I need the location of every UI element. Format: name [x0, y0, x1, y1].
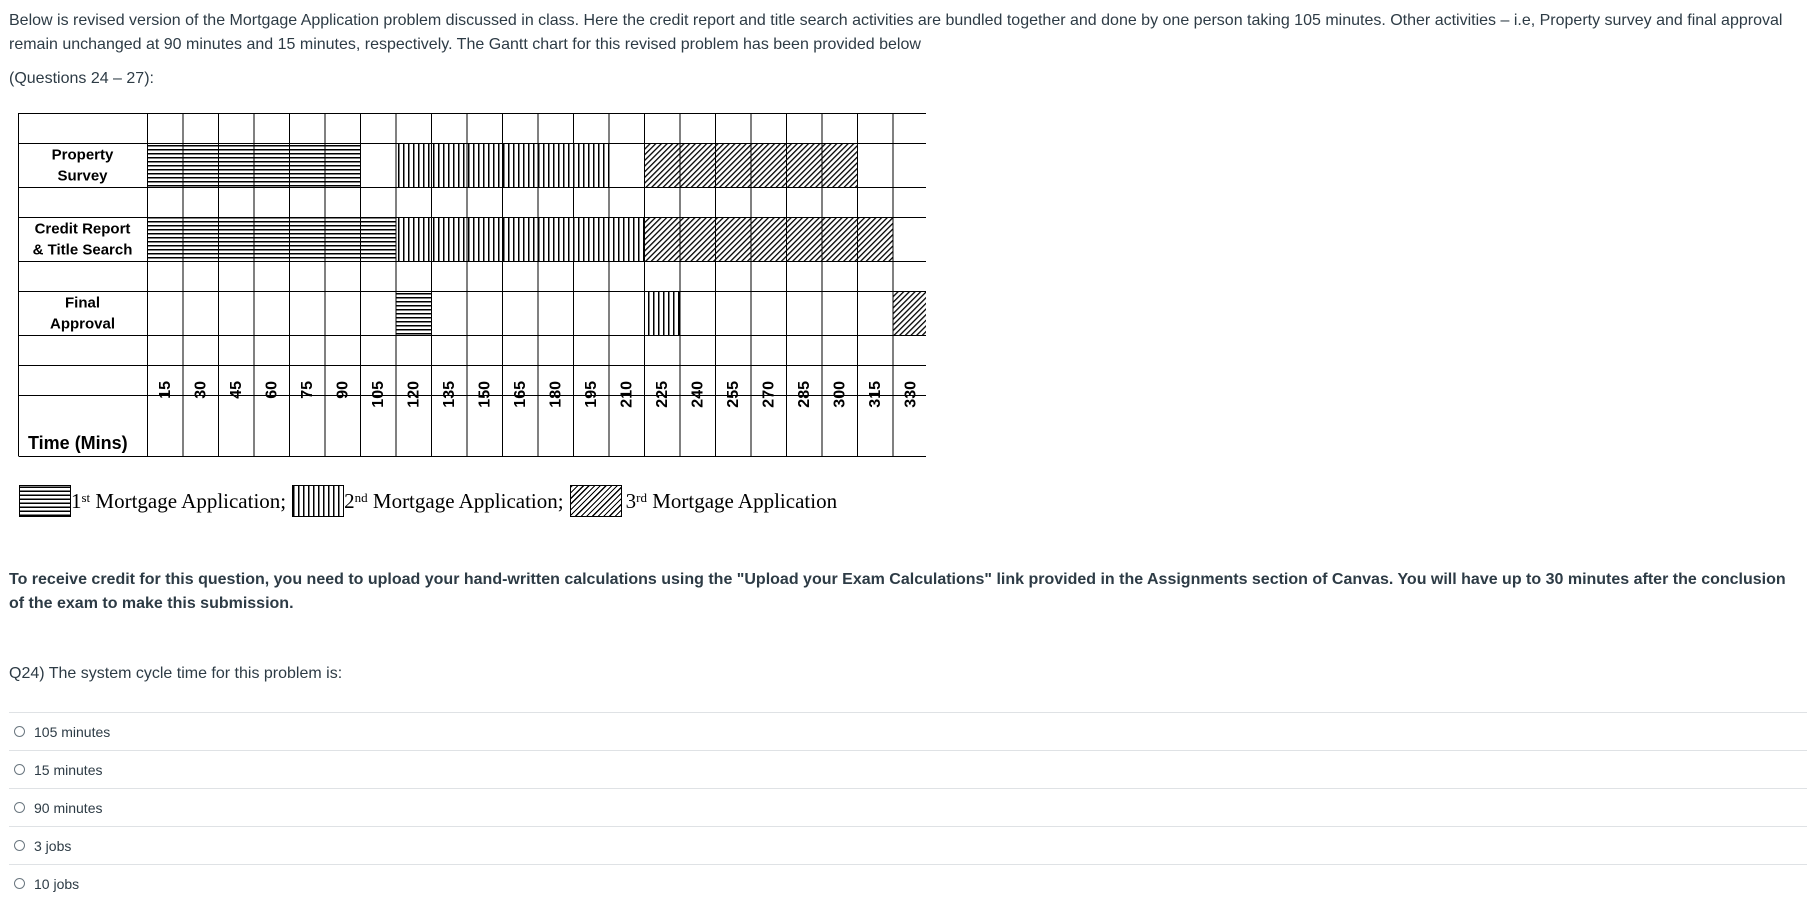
radio-button[interactable] — [14, 802, 25, 813]
gantt-bar-app1 — [396, 291, 432, 335]
row-label: Property — [51, 146, 114, 164]
time-tick-label: 15 — [156, 381, 174, 399]
gantt-bar-app3 — [644, 217, 893, 261]
time-tick-label: 330 — [902, 381, 920, 408]
time-tick-label: 285 — [795, 381, 813, 408]
answer-label: 10 jobs — [34, 875, 80, 892]
time-tick-label: 255 — [724, 381, 742, 408]
time-tick-label: 30 — [192, 381, 210, 399]
answer-label: 90 minutes — [34, 799, 103, 816]
legend-swatch-vertical-hatch — [292, 485, 344, 517]
chart-legend — [19, 481, 837, 521]
radio-button[interactable] — [14, 878, 25, 889]
x-axis-label: Time (Mins) — [28, 433, 128, 453]
row-label: Final — [64, 294, 101, 312]
time-tick-label: 180 — [547, 381, 565, 408]
time-tick-label: 240 — [689, 381, 707, 408]
radio-button[interactable] — [14, 726, 25, 737]
legend-item-2: 2nd Mortgage Application; — [344, 488, 564, 513]
answer-label: 15 minutes — [34, 761, 103, 778]
row-label: & Title Search — [32, 241, 133, 259]
legend-swatch-horizontal-hatch — [19, 485, 71, 517]
gantt-bar-app1 — [147, 217, 396, 261]
question-range-label: (Questions 24 – 27): — [9, 70, 154, 87]
time-tick-label: 270 — [760, 381, 778, 408]
legend-item-1: 1st Mortgage Application; — [71, 488, 287, 513]
time-tick-label: 60 — [263, 381, 281, 399]
legend-item-3: 3rd Mortgage Application — [625, 488, 838, 513]
time-tick-label: 45 — [227, 381, 245, 399]
row-label: Credit Report — [34, 220, 131, 238]
time-tick-label: 195 — [582, 381, 600, 408]
time-tick-label: 315 — [866, 381, 884, 408]
time-tick-label: 105 — [369, 381, 387, 408]
time-tick-label: 90 — [334, 381, 352, 399]
legend-swatch-diagonal-hatch — [570, 485, 622, 517]
time-tick-label: 150 — [476, 381, 494, 408]
answer-label: 105 minutes — [34, 723, 111, 740]
time-tick-label: 210 — [618, 381, 636, 408]
row-label: Approval — [49, 315, 116, 333]
radio-button[interactable] — [14, 840, 25, 851]
upload-notice: To receive credit for this question, you need to upload your hand-written calculations using the "Upload your Exam Calculations" link provided in the Assignments section of Canvas. You will have up to 30 minutes after the conclusion of the exam to make this submission. — [9, 571, 1786, 612]
gantt-bar-app2 — [396, 217, 645, 261]
answer-option-5[interactable] — [9, 864, 1807, 902]
gantt-chart — [18, 113, 926, 457]
answer-option-2[interactable] — [9, 750, 1807, 788]
answer-option-4[interactable] — [9, 826, 1807, 864]
time-tick-label: 225 — [653, 381, 671, 408]
gantt-bar-app2 — [644, 291, 680, 335]
time-tick-label: 300 — [831, 381, 849, 408]
time-tick-label: 75 — [298, 381, 316, 399]
answer-option-3[interactable] — [9, 788, 1807, 826]
time-tick-label: 135 — [440, 381, 458, 408]
answer-list — [9, 712, 1807, 902]
answer-label: 3 jobs — [34, 837, 72, 854]
answer-option-1[interactable] — [9, 712, 1807, 750]
gantt-bar-app3 — [893, 291, 927, 335]
intro-paragraph: Below is revised version of the Mortgage Application problem discussed in class. Here the credit report and title search activities are bundled together and done by one person taking 105 minutes. Other activities – i.e, Property survey and final approval remain unchanged at 90 minutes and 15 minutes, respectively. The Gantt chart for this revised problem has been provided below — [9, 12, 1783, 53]
time-tick-label: 120 — [405, 381, 423, 408]
question-prompt: Q24) The system cycle time for this problem is: — [9, 665, 343, 682]
row-label: Survey — [57, 167, 108, 185]
time-tick-label: 165 — [511, 381, 529, 408]
radio-button[interactable] — [14, 764, 25, 775]
